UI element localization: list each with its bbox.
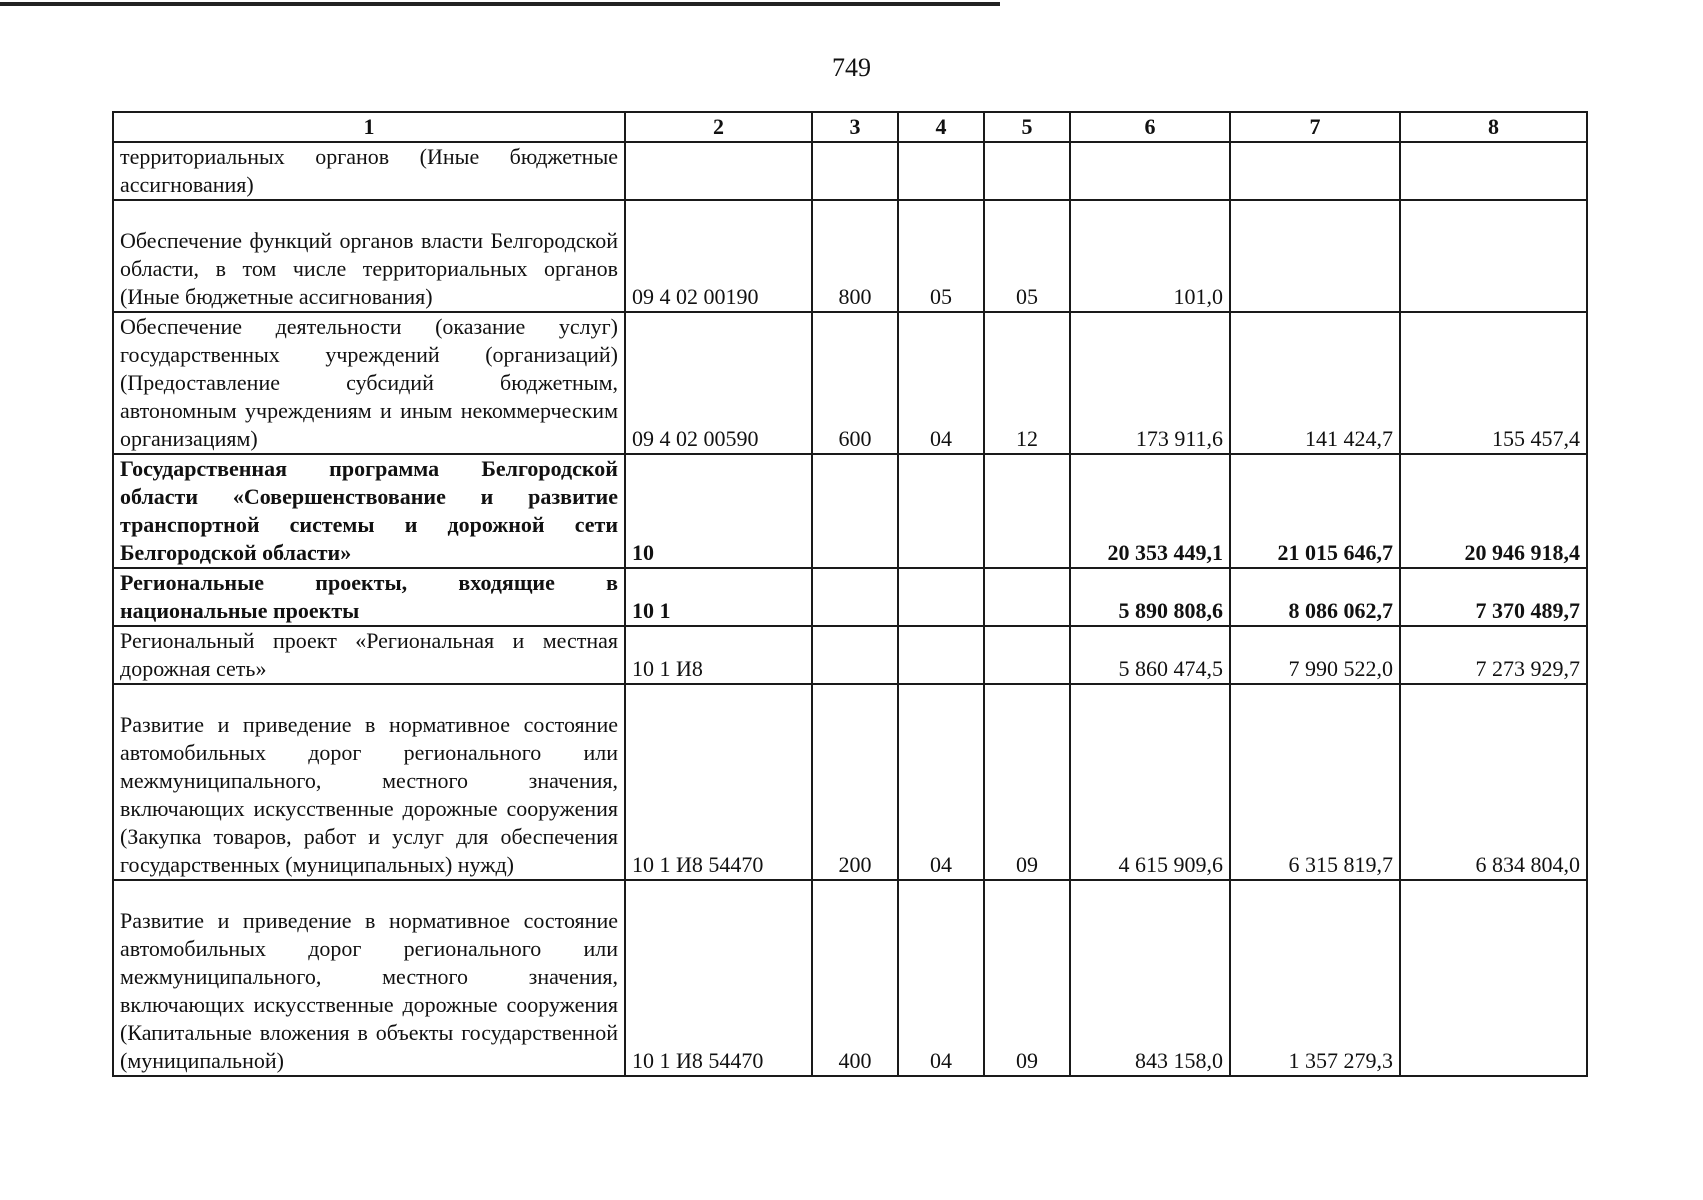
header-cell: 5	[984, 112, 1070, 142]
row-value-7: 21 015 646,7	[1230, 454, 1400, 568]
row-value-7: 6 315 819,7	[1230, 684, 1400, 880]
table-row	[113, 200, 1587, 312]
row-code: 10 1 И8	[625, 626, 812, 684]
row-col5: 12	[984, 312, 1070, 454]
row-value-7	[1230, 142, 1400, 200]
row-value-6: 5 890 808,6	[1070, 568, 1230, 626]
row-value-6: 4 615 909,6	[1070, 684, 1230, 880]
row-name: Государственная программа Белгородской области «Совершенствование и развитие транспортной системы и дорожной сети Белгородской области»	[113, 454, 625, 568]
row-value-6	[1070, 142, 1230, 200]
row-col5	[984, 568, 1070, 626]
header-cell: 4	[898, 112, 984, 142]
row-value-8: 6 834 804,0	[1400, 684, 1587, 880]
row-col5	[984, 454, 1070, 568]
row-col4: 05	[898, 200, 984, 312]
page-number: 749	[832, 53, 871, 82]
table-row	[113, 312, 1587, 454]
budget-table	[112, 111, 1588, 1077]
row-value-6: 173 911,6	[1070, 312, 1230, 454]
row-code: 10 1 И8 54470	[625, 684, 812, 880]
row-value-7: 8 086 062,7	[1230, 568, 1400, 626]
row-value-6: 20 353 449,1	[1070, 454, 1230, 568]
row-name: Обеспечение функций органов власти Белгородской области, в том числе территориальных органов (Иные бюджетные ассигнования)	[113, 200, 625, 312]
row-code	[625, 142, 812, 200]
row-value-8	[1400, 142, 1587, 200]
row-col3: 200	[812, 684, 898, 880]
row-name: Региональные проекты, входящие в национальные проекты	[113, 568, 625, 626]
header-cell: 2	[625, 112, 812, 142]
table-row	[113, 684, 1587, 880]
row-col3: 400	[812, 880, 898, 1076]
row-col4	[898, 142, 984, 200]
row-value-7	[1230, 200, 1400, 312]
row-col4	[898, 626, 984, 684]
header-row	[113, 112, 1587, 142]
row-col4: 04	[898, 880, 984, 1076]
row-col3: 800	[812, 200, 898, 312]
row-code: 09 4 02 00190	[625, 200, 812, 312]
row-col5	[984, 626, 1070, 684]
row-col4	[898, 568, 984, 626]
row-code: 09 4 02 00590	[625, 312, 812, 454]
row-col3	[812, 626, 898, 684]
row-name: Региональный проект «Региональная и местная дорожная сеть»	[113, 626, 625, 684]
row-value-7: 7 990 522,0	[1230, 626, 1400, 684]
row-value-6: 5 860 474,5	[1070, 626, 1230, 684]
header-cell: 8	[1400, 112, 1587, 142]
row-col3	[812, 142, 898, 200]
table-row	[113, 626, 1587, 684]
row-value-8: 7 273 929,7	[1400, 626, 1587, 684]
row-col5: 09	[984, 684, 1070, 880]
row-name: Развитие и приведение в нормативное состояние автомобильных дорог регионального или межмуниципального, местного значения, включающих искусственные дорожные сооружения (Капитальные вложения в объекты государственной (муниципальной)	[113, 880, 625, 1076]
row-value-8	[1400, 200, 1587, 312]
header-cell: 3	[812, 112, 898, 142]
row-col3: 600	[812, 312, 898, 454]
row-col5: 09	[984, 880, 1070, 1076]
row-col3	[812, 568, 898, 626]
row-value-8: 155 457,4	[1400, 312, 1587, 454]
row-value-6: 101,0	[1070, 200, 1230, 312]
row-value-8: 20 946 918,4	[1400, 454, 1587, 568]
row-value-6: 843 158,0	[1070, 880, 1230, 1076]
row-code: 10 1	[625, 568, 812, 626]
header-cell: 6	[1070, 112, 1230, 142]
header-cell: 7	[1230, 112, 1400, 142]
row-name: Развитие и приведение в нормативное состояние автомобильных дорог регионального или межмуниципального, местного значения, включающих искусственные дорожные сооружения (Закупка товаров, работ и услуг для обеспечения государственных (муниципальных) нужд)	[113, 684, 625, 880]
row-value-8: 7 370 489,7	[1400, 568, 1587, 626]
top-rule	[0, 2, 1000, 6]
row-col4: 04	[898, 684, 984, 880]
row-value-7: 141 424,7	[1230, 312, 1400, 454]
row-code: 10	[625, 454, 812, 568]
row-name: Обеспечение деятельности (оказание услуг) государственных учреждений (организаций) (Предоставление субсидий бюджетным, автономным учреждениям и иным некоммерческим организациям)	[113, 312, 625, 454]
row-col4	[898, 454, 984, 568]
row-col3	[812, 454, 898, 568]
row-value-8	[1400, 880, 1587, 1076]
row-code: 10 1 И8 54470	[625, 880, 812, 1076]
row-col5	[984, 142, 1070, 200]
table-row-subprogram	[113, 568, 1587, 626]
row-name: территориальных органов (Иные бюджетные ассигнования)	[113, 142, 625, 200]
row-col5: 05	[984, 200, 1070, 312]
row-value-7: 1 357 279,3	[1230, 880, 1400, 1076]
header-cell: 1	[113, 112, 625, 142]
table-row	[113, 142, 1587, 200]
table-row	[113, 880, 1587, 1076]
row-col4: 04	[898, 312, 984, 454]
table-row-program	[113, 454, 1587, 568]
